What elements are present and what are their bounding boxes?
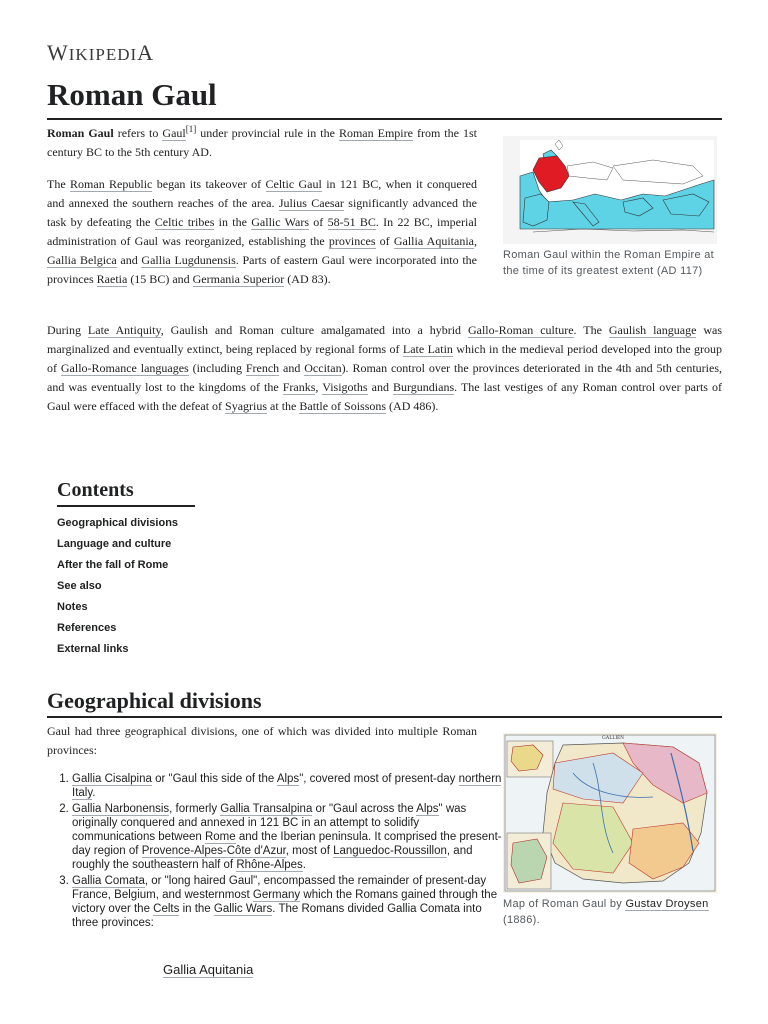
link-gallic-wars[interactable]: Gallic Wars	[251, 215, 309, 229]
link-provence-alpes-cote-dazur[interactable]: Provence-Alpes-Côte d'Azur	[141, 845, 286, 857]
link-raetia[interactable]: Raetia	[96, 272, 128, 286]
link-gallic-wars-2[interactable]: Gallic Wars	[213, 903, 273, 915]
link-alps-2[interactable]: Alps	[416, 803, 439, 815]
link-gallia-aquitania-sub[interactable]: Gallia Aquitania	[163, 962, 254, 977]
link-germania-superior[interactable]: Germania Superior	[192, 272, 285, 286]
link-germany[interactable]: Germany	[252, 889, 301, 901]
divisions-list	[47, 772, 504, 932]
link-gallia-transalpina[interactable]: Gallia Transalpina	[220, 803, 313, 815]
culture-paragraph: During Late Antiquity, Gaulish and Roman culture amalgamated into a hybrid Gallo-Roman culture. The Gaulish language was marginalized and eventually extinct, being replaced by regional forms of Late Latin which in the medieval period developed into the group of Gallo-Romance languages (including French and Occitan). Roman control over the provinces deteriorated in the 4th and 5th centuries, and was eventually lost to the kingdoms of the Franks, Visigoths and Burgundians. The last vestiges of any Roman control over parts of Gaul were effaced with the defeat of Syagrius at the Battle of Soissons (AD 486).	[47, 323, 723, 413]
toc-item-external-links[interactable]: External links	[57, 643, 129, 655]
link-late-antiquity[interactable]: Late Antiquity	[87, 323, 161, 337]
toc-item-after-the-fall-of-rome[interactable]: After the fall of Rome	[57, 559, 169, 571]
link-julius-caesar[interactable]: Julius Caesar	[278, 196, 344, 210]
section-heading-geographical-divisions: Geographical divisions	[47, 687, 722, 718]
link-northern-italy[interactable]: northern Italy	[72, 773, 502, 799]
link-gallia-aquitania[interactable]: Gallia Aquitania	[393, 234, 474, 248]
link-gaul[interactable]: Gaul	[162, 126, 186, 140]
link-rhone-alpes[interactable]: Rhône-Alpes	[236, 859, 303, 871]
link-burgundians[interactable]: Burgundians	[393, 380, 455, 394]
link-provinces[interactable]: provinces	[328, 234, 376, 248]
link-roman-republic[interactable]: Roman Republic	[70, 177, 153, 191]
link-gallia-cisalpina[interactable]: Gallia Cisalpina	[72, 773, 152, 785]
link-celts[interactable]: Celts	[153, 903, 180, 915]
map-title-label: GALLIEN	[602, 736, 624, 741]
link-58-51-bc[interactable]: 58-51 BC	[327, 215, 376, 229]
figure-gaul-map	[503, 733, 717, 928]
figure1-caption: Roman Gaul within the Roman Empire at the time of its greatest extent (AD 117)	[503, 249, 715, 277]
link-languedoc-roussillon[interactable]: Languedoc-Roussillon	[333, 845, 447, 857]
link-battle-of-soissons[interactable]: Battle of Soissons	[299, 399, 387, 413]
link-gallia-belgica[interactable]: Gallia Belgica	[47, 253, 117, 267]
toc-item-see-also[interactable]: See also	[57, 580, 102, 592]
history-paragraph: The Roman Republic began its takeover of Celtic Gaul in 121 BC, when it conquered and annexed the southern reaches of the area. Julius Caesar significantly advanced the task by defeating the Celtic tribes in the Gallic Wars of 58-51 BC. In 22 BC, imperial administration of Gaul was reorganized, establishing the provinces of Gallia Aquitania, Gallia Belgica and Gallia Lugdunensis. Parts of eastern Gaul were incorporated into the provinces Raetia (15 BC) and Germania Superior (AD 83).	[47, 177, 478, 286]
toc-item-geographical-divisions[interactable]: Geographical divisions	[57, 517, 179, 529]
geo-intro-paragraph: Gaul had three geographical divisions, one of which was divided into multiple Roman provinces:	[47, 724, 477, 757]
link-gallia-narbonensis[interactable]: Gallia Narbonensis	[72, 803, 170, 815]
link-celtic-tribes[interactable]: Celtic tribes	[154, 215, 215, 229]
link-celtic-gaul[interactable]: Celtic Gaul	[265, 177, 322, 191]
link-late-latin[interactable]: Late Latin	[402, 342, 453, 356]
roman-empire-map-image[interactable]	[503, 136, 717, 244]
link-gustav-droysen[interactable]: Gustav Droysen	[625, 898, 709, 910]
page-title: Roman Gaul	[47, 76, 722, 120]
figure2-caption: Map of Roman Gaul by Gustav Droysen (1886).	[503, 898, 709, 926]
contents-title: Contents	[57, 477, 195, 507]
link-syagrius[interactable]: Syagrius	[225, 399, 268, 413]
division-item-narbonensis: 2. Gallia Narbonensis, formerly Gallia Transalpina or "Gaul across the Alps" was originally conquered and annexed in 121 BC in an attempt to solidify communications between Rome and the Iberian peninsula. It comprised the present-day region of Provence-Alpes-Côte d'Azur, most of Languedoc-Roussillon, and roughly the southeastern half of Rhône-Alpes.	[72, 802, 504, 872]
sub-item-gallia-aquitania	[163, 962, 253, 977]
division-item-comata: 3. Gallia Comata, or "long haired Gaul", encompassed the remainder of present-day France, Belgium, and westernmost Germany which the Romans gained through the victory over the Celts in the Gallic Wars. The Romans divided Gallia Comata into three provinces:	[72, 874, 504, 930]
division-item-cisalpina: 1. Gallia Cisalpina or "Gaul this side of the Alps", covered most of present-day northern Italy.	[72, 772, 504, 800]
wikipedia-wordmark[interactable]: WIKIPEDIA	[47, 40, 155, 65]
intro-paragraph: Roman Gaul refers to Gaul[1] under provincial rule in the Roman Empire from the 1st century BC to the 5th century AD.	[47, 124, 477, 159]
link-french[interactable]: French	[245, 361, 280, 375]
link-occitan[interactable]: Occitan	[304, 361, 342, 375]
link-gallia-comata[interactable]: Gallia Comata	[72, 875, 145, 887]
link-gallo-roman-culture[interactable]: Gallo-Roman culture	[467, 323, 574, 337]
toc-item-references[interactable]: References	[57, 622, 117, 634]
toc-item-language-and-culture[interactable]: Language and culture	[57, 538, 172, 550]
figure-roman-empire-map	[503, 136, 717, 279]
link-franks[interactable]: Franks	[282, 380, 316, 394]
link-visigoths[interactable]: Visigoths	[322, 380, 368, 394]
table-of-contents	[57, 477, 217, 660]
link-gallia-lugdunensis[interactable]: Gallia Lugdunensis	[141, 253, 236, 267]
link-rome[interactable]: Rome	[204, 831, 236, 843]
link-roman-empire[interactable]: Roman Empire	[338, 126, 413, 140]
link-gallo-romance-languages[interactable]: Gallo-Romance languages	[60, 361, 189, 375]
link-gaulish-language[interactable]: Gaulish language	[608, 323, 697, 337]
toc-item-notes[interactable]: Notes	[57, 601, 88, 613]
link-alps[interactable]: Alps	[276, 773, 300, 785]
gaul-map-image[interactable]	[503, 733, 717, 893]
ref-1[interactable]: [1]	[185, 124, 197, 134]
